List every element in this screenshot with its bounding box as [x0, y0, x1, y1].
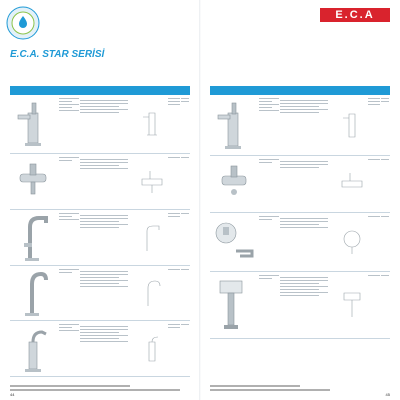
product-price: [168, 321, 181, 379]
footnote-left: [10, 389, 180, 391]
product-quantity: [381, 213, 390, 274]
table-header: [10, 86, 190, 95]
basin-mixer-icon: [14, 324, 54, 374]
technical-drawing: [336, 156, 368, 212]
product-image: [210, 213, 259, 271]
table-row: [210, 272, 390, 339]
product-codes: [59, 321, 81, 379]
product-codes: [259, 156, 281, 215]
product-price: [368, 156, 381, 215]
table-row: [10, 210, 190, 266]
table-row: [210, 213, 390, 272]
product-image: [210, 272, 259, 338]
product-quantity: [181, 154, 190, 212]
product-codes: [59, 95, 81, 156]
product-price: [168, 95, 181, 156]
table-row: [10, 321, 190, 377]
product-image: [10, 95, 59, 153]
technical-drawing-icon: [339, 169, 365, 199]
product-price: [368, 213, 381, 274]
sink-mixer-icon: [14, 268, 54, 318]
page-number-left: 44: [10, 392, 15, 397]
table-row: [10, 95, 190, 154]
product-price: [168, 210, 181, 268]
series-title: E.C.A. STAR SERİSİ: [10, 49, 105, 60]
product-description: [80, 266, 136, 323]
table-row: [210, 156, 390, 213]
technical-drawing-icon: [339, 110, 365, 140]
product-codes: [259, 213, 281, 274]
product-price: [368, 272, 381, 341]
technical-drawing: [136, 154, 168, 209]
shower-mixer-icon: [214, 162, 254, 206]
technical-drawing: [136, 95, 168, 153]
technical-drawing-icon: [339, 290, 365, 320]
product-codes: [259, 272, 281, 341]
table-header: [210, 86, 390, 95]
technical-drawing-icon: [139, 109, 165, 139]
tall-basin-mixer-icon: [214, 99, 254, 151]
technical-drawing: [136, 266, 168, 320]
product-table-left: [10, 86, 190, 377]
product-description: [80, 154, 136, 212]
guarantee-badge-icon: [6, 6, 40, 40]
basin-mixer-icon: [14, 99, 54, 149]
bath-mixer-icon: [14, 160, 54, 204]
product-description: [80, 210, 136, 268]
sink-mixer-icon: [14, 213, 54, 263]
technical-drawing: [336, 95, 368, 155]
product-table-right: [210, 86, 390, 339]
technical-drawing: [136, 321, 168, 376]
technical-drawing-icon: [139, 223, 165, 253]
page-number-right: 45: [385, 392, 390, 397]
product-codes: [59, 210, 81, 268]
table-row: [10, 266, 190, 321]
product-image: [10, 266, 59, 320]
brand-logo: [300, 8, 390, 36]
brand-logo-mark: E.C.A: [320, 8, 390, 22]
footnote-right: [210, 389, 330, 391]
product-codes: [59, 266, 81, 323]
product-quantity: [181, 321, 190, 379]
page-spine: [199, 0, 201, 400]
product-price: [368, 95, 381, 158]
footnote-right: [210, 385, 300, 387]
product-codes: [259, 95, 281, 158]
product-quantity: [181, 266, 190, 323]
product-price: [168, 266, 181, 323]
concealed-bath-mixer-icon: [212, 219, 256, 265]
product-image: [210, 156, 259, 212]
technical-drawing-icon: [139, 334, 165, 364]
product-description: [280, 156, 336, 215]
concealed-shower-mixer-icon: [212, 277, 256, 333]
technical-drawing: [336, 272, 368, 338]
product-description: [280, 213, 336, 274]
technical-drawing: [336, 213, 368, 271]
product-quantity: [181, 95, 190, 156]
technical-drawing-icon: [139, 278, 165, 308]
product-description: [280, 272, 336, 341]
table-row: [210, 95, 390, 156]
table-row: [10, 154, 190, 210]
product-image: [10, 210, 59, 265]
product-quantity: [381, 156, 390, 215]
product-quantity: [181, 210, 190, 268]
product-price: [168, 154, 181, 212]
product-quantity: [381, 95, 390, 158]
product-image: [210, 95, 259, 155]
product-quantity: [381, 272, 390, 341]
product-image: [10, 154, 59, 209]
product-image: [10, 321, 59, 376]
technical-drawing-icon: [139, 167, 165, 197]
product-codes: [59, 154, 81, 212]
product-description: [80, 321, 136, 379]
product-description: [280, 95, 336, 158]
technical-drawing: [136, 210, 168, 265]
technical-drawing-icon: [339, 227, 365, 257]
product-description: [80, 95, 136, 156]
footnote-left: [10, 385, 130, 387]
